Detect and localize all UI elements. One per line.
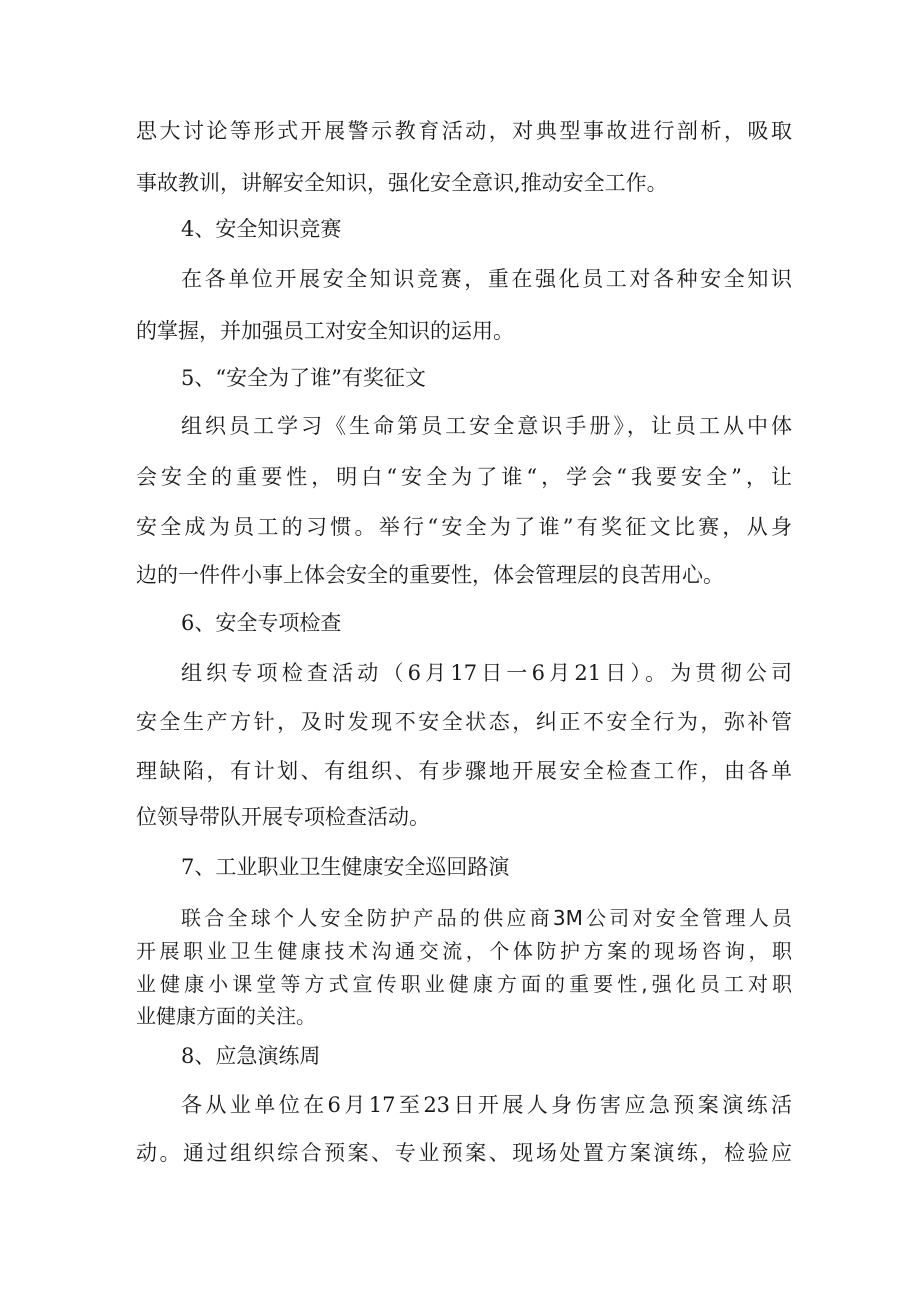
- paragraph-line: 动。通过组织综合预案、专业预案、现场处置方案演练，检验应: [136, 1141, 792, 1165]
- paragraph-line: 业健康小课堂等方式宣传职业健康方面的重要性,强化员工对职: [136, 972, 792, 996]
- section-heading-7: 7、工业职业卫生健康安全巡回路演: [181, 855, 510, 879]
- paragraph-line: 安全成为员工的习惯。举行“安全为了谁”有奖征文比赛，从身: [136, 515, 792, 539]
- paragraph-line: 思大讨论等形式开展警示教育活动，对典型事故进行剖析，吸取: [136, 119, 792, 143]
- paragraph-line: 联合全球个人安全防护产品的供应商3M公司对安全管理人员: [181, 906, 792, 930]
- section-heading-8: 8、应急演练周: [181, 1044, 321, 1068]
- paragraph-line: 各从业单位在6月17至23日开展人身伤害应急预案演练活: [181, 1093, 792, 1117]
- paragraph-line: 的掌握，并加强员工对安全知识的运用。: [136, 319, 514, 343]
- section-heading-5: 5、“安全为了谁”有奖征文: [181, 366, 426, 390]
- paragraph-line: 理缺陷，有计划、有组织、有步骤地开展安全检查工作，由各单: [136, 759, 792, 783]
- section-heading-6: 6、安全专项检查: [181, 611, 342, 635]
- paragraph-line: 会安全的重要性，明白“安全为了谁“，学会“我要安全”，让: [136, 465, 792, 489]
- paragraph-line: 位领导带队开展专项检查活动。: [136, 805, 430, 829]
- paragraph-line: 在各单位开展安全知识竞赛，重在强化员工对各种安全知识: [181, 267, 792, 291]
- paragraph-line: 安全生产方针，及时发现不安全状态，纠正不安全行为，弥补管: [136, 710, 792, 734]
- paragraph-line: 组织员工学习《生命第员工安全意识手册》，让员工从中体: [181, 414, 792, 438]
- paragraph-line: 事故教训，讲解安全知识，强化安全意识,推动安全工作。: [136, 171, 668, 195]
- paragraph-line: 组织专项检查活动（6月17日一6月21日）。为贯彻公司: [181, 661, 792, 685]
- paragraph-line: 业健康方面的关注。: [136, 1004, 316, 1028]
- section-heading-4: 4、安全知识竞赛: [181, 217, 342, 241]
- paragraph-line: 开展职业卫生健康技术沟通交流，个体防护方案的现场咨询，职: [136, 939, 792, 963]
- paragraph-line: 边的一件件小事上体会安全的重要性，体会管理层的良苦用心。: [136, 563, 724, 587]
